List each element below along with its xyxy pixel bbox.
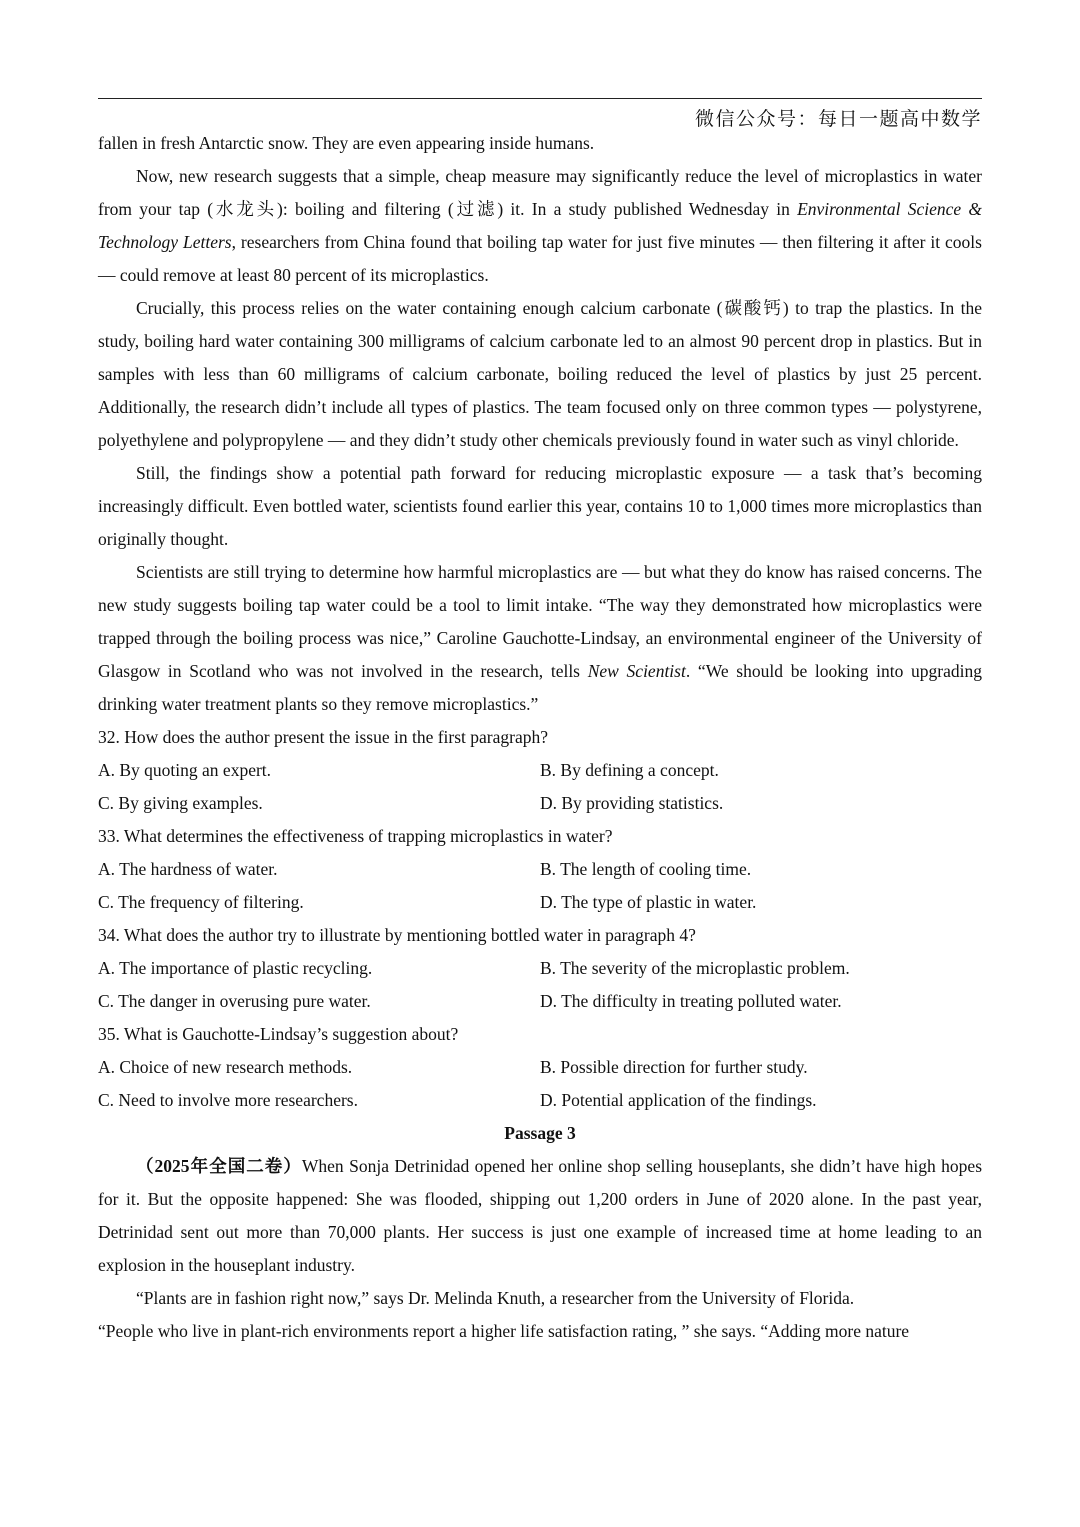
question-35-option-c: C. Need to involve more researchers.: [98, 1090, 358, 1110]
passage-3-paragraph-1: [98, 1150, 982, 1282]
paragraph-3: Crucially, this process relies on the water containing enough calcium carbonate (碳酸钙) to trap the plastics. In the study, boiling hard water containing 300 milligrams of calcium carbonate led to an almost 90 percent drop in plastics. But in samples with less than 60 milligrams of calcium carbonate, boiling reduced the level of plastics by just 25 percent. Additionally, the research didn’t include all types of plastics. The team focused only on three common types — polystyrene, polyethylene and polypropylene — and they didn’t study other chemicals previously found in water such as vinyl chloride.: [98, 298, 982, 450]
question-32-options-row2: [98, 787, 982, 820]
question-34-option-a: A. The importance of plastic recycling.: [98, 958, 373, 978]
question-32-option-a: A. By quoting an expert.: [98, 760, 272, 780]
question-35-option-b: B. Possible direction for further study.: [540, 1057, 808, 1077]
journal-title: Environmental Science & Technology Letters: [98, 199, 982, 252]
question-34-options-row1: [98, 952, 982, 985]
magazine-title: New Scientist: [587, 661, 686, 681]
question-32-option-d: D. By providing statistics.: [540, 793, 724, 813]
passage-3-title: Passage 3: [504, 1123, 576, 1143]
question-32-stem: 32. How does the author present the issue in the first paragraph?: [98, 727, 549, 747]
question-33-option-b: B. The length of cooling time.: [540, 859, 752, 879]
question-34-option-d: D. The difficulty in treating polluted water.: [540, 991, 842, 1011]
question-35-option-d: D. Potential application of the findings.: [540, 1090, 817, 1110]
passage-3-paragraph-2: “Plants are in fashion right now,” says Dr. Melinda Knuth, a researcher from the University of Florida.: [136, 1288, 855, 1308]
question-35-option-a: A. Choice of new research methods.: [98, 1057, 353, 1077]
question-35-stem: 35. What is Gauchotte-Lindsay’s suggestion about?: [98, 1024, 459, 1044]
question-33-option-c: C. The frequency of filtering.: [98, 892, 304, 912]
passage-3-paragraph-3: “People who live in plant-rich environments report a higher life satisfaction rating, ” she says. “Adding more nature: [98, 1321, 910, 1341]
header-watermark: 微信公众号：每日一题高中数学: [694, 108, 982, 130]
question-33-stem: 33. What determines the effectiveness of trapping microplastics in water?: [98, 826, 613, 846]
question-35-options-row1: [98, 1051, 982, 1084]
paragraph-continued: fallen in fresh Antarctic snow. They are even appearing inside humans.: [98, 133, 595, 153]
source-tag: （2025年全国二卷）: [136, 1156, 302, 1176]
question-33-options-row2: [98, 886, 982, 919]
question-33-options-row1: [98, 853, 982, 886]
question-33-option-a: A. The hardness of water.: [98, 859, 278, 879]
header-rule: [98, 98, 982, 99]
question-32-option-b: B. By defining a concept.: [540, 760, 719, 780]
question-34-options-row2: [98, 985, 982, 1018]
paragraph-5: [98, 556, 982, 721]
paragraph-5-text-a: Scientists are still trying to determine how harmful microplastics are — but what they do know has raised concerns. The new study suggests boiling tap water could be a tool to limit intake. “The way they demonstrated how microplastics were trapped through the boiling process was nice,” Caroline Gauchotte-Lindsay, an environmental engineer of the University of Glasgow in Scotland who was not involved in the research, tells: [98, 562, 982, 681]
paragraph-2-text-a: Now, new research suggests that a simple, cheap measure may significantly reduce the level of microplastics in water from your tap (水龙头): boiling and filtering (过滤) it. In a study published Wednesday in: [98, 166, 982, 219]
question-34-stem: 34. What does the author try to illustrate by mentioning bottled water in paragraph 4?: [98, 925, 696, 945]
question-34-option-c: C. The danger in overusing pure water.: [98, 991, 371, 1011]
paragraph-4: Still, the findings show a potential path forward for reducing microplastic exposure — a task that’s becoming increasingly difficult. Even bottled water, scientists found earlier this year, contains 10 to 1,000 times more microplastics than originally thought.: [98, 463, 982, 549]
paragraph-2-text-b: , researchers from China found that boiling tap water for just five minutes — then filtering it after it cools — could remove at least 80 percent of its microplastics.: [98, 232, 982, 285]
paragraph-2: [98, 160, 982, 292]
question-35-options-row2: [98, 1084, 982, 1117]
document-body: [98, 127, 982, 1348]
paragraph-5-text-b: . “We should be looking into upgrading drinking water treatment plants so they remove microplastics.”: [98, 661, 983, 714]
passage-3-paragraph-1-text: When Sonja Detrinidad opened her online shop selling houseplants, she didn’t have high hopes for it. But the opposite happened: She was flooded, shipping out 1,200 orders in June of 2020 alone. In the past year, Detrinidad sent out more than 70,000 plants. Her success is just one example of increased time at home leading to an explosion in the houseplant industry.: [98, 1156, 983, 1275]
question-32-option-c: C. By giving examples.: [98, 793, 263, 813]
question-34-option-b: B. The severity of the microplastic problem.: [540, 958, 850, 978]
question-33-option-d: D. The type of plastic in water.: [540, 892, 757, 912]
question-32-options-row1: [98, 754, 982, 787]
